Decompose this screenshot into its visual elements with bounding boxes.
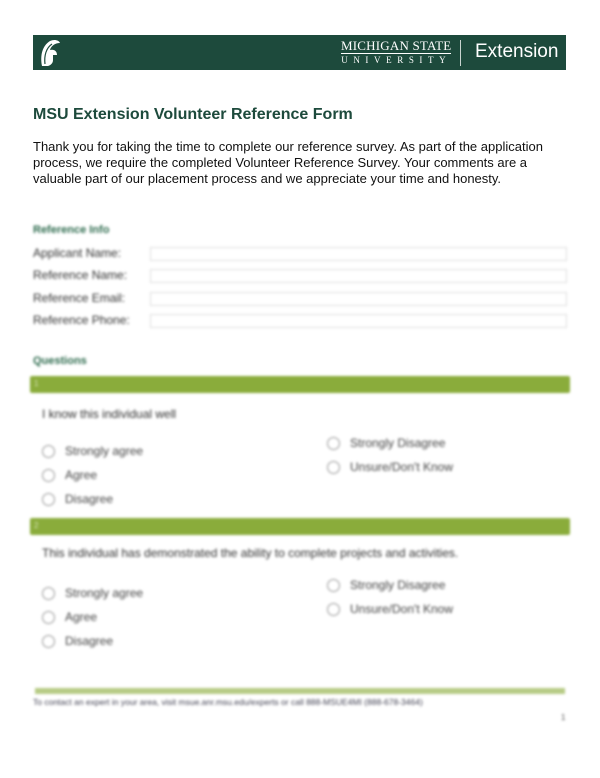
radio-button[interactable] <box>327 603 340 616</box>
reference-phone-input[interactable] <box>150 314 567 328</box>
reference-info-heading: Reference Info <box>33 224 110 236</box>
reference-name-input[interactable] <box>150 269 567 283</box>
q1-option-strongly-disagree[interactable] <box>327 436 445 450</box>
radio-button[interactable] <box>327 461 340 474</box>
spartan-helmet-logo-icon <box>38 38 62 68</box>
reference-email-label: Reference Email: <box>33 291 126 305</box>
wordmark-line2: UNIVERSITY <box>341 55 452 65</box>
page-title: MSU Extension Volunteer Reference Form <box>33 106 353 123</box>
header-divider <box>460 40 461 66</box>
reference-name-label: Reference Name: <box>33 268 128 282</box>
intro-paragraph: Thank you for taking the time to complete our reference survey. As part of the application process, we require the completed Volunteer Reference Survey. Your comments are a valuable part of our placement process and we appreciate your time and honesty. <box>33 139 543 186</box>
header-banner <box>33 35 566 70</box>
q1-option-disagree[interactable] <box>42 492 113 506</box>
q2-option-unsure[interactable] <box>327 602 453 616</box>
option-label: Agree <box>65 468 98 482</box>
q1-option-unsure[interactable] <box>327 460 453 474</box>
option-label: Strongly agree <box>65 444 144 458</box>
radio-button[interactable] <box>327 437 340 450</box>
question-1-text: I know this individual well <box>42 407 177 421</box>
applicant-name-input[interactable] <box>150 247 567 261</box>
q1-option-strongly-agree[interactable] <box>42 444 143 458</box>
q2-option-strongly-disagree[interactable] <box>327 578 445 592</box>
option-label: Disagree <box>65 492 114 506</box>
option-label: Strongly agree <box>65 586 144 600</box>
q2-option-agree[interactable] <box>42 610 97 624</box>
question-number: 2 <box>34 521 39 530</box>
q2-option-strongly-agree[interactable] <box>42 586 143 600</box>
option-label: Agree <box>65 610 98 624</box>
questions-heading: Questions <box>33 355 87 367</box>
radio-button[interactable] <box>42 587 55 600</box>
q2-option-disagree[interactable] <box>42 634 113 648</box>
radio-button[interactable] <box>42 469 55 482</box>
radio-button[interactable] <box>42 635 55 648</box>
option-label: Strongly Disagree <box>350 578 446 592</box>
radio-button[interactable] <box>42 611 55 624</box>
msu-wordmark <box>341 39 451 66</box>
question-2-text: This individual has demonstrated the ability to complete projects and activities. <box>42 546 459 560</box>
unit-name: Extension <box>475 41 559 62</box>
option-label: Unsure/Don't Know <box>350 460 454 474</box>
q1-option-agree[interactable] <box>42 468 97 482</box>
question-number: 1 <box>34 379 39 388</box>
reference-phone-label: Reference Phone: <box>33 313 130 327</box>
option-label: Disagree <box>65 634 114 648</box>
wordmark-line1: MICHIGAN STATE <box>341 38 452 53</box>
applicant-name-label: Applicant Name: <box>33 246 122 260</box>
question-2-bar <box>30 518 570 535</box>
page-number: 1 <box>561 713 566 722</box>
question-1-bar <box>30 376 570 393</box>
option-label: Strongly Disagree <box>350 436 446 450</box>
radio-button[interactable] <box>42 493 55 506</box>
footer-divider <box>35 688 565 694</box>
radio-button[interactable] <box>327 579 340 592</box>
footer-contact-text: To contact an expert in your area, visit msue.anr.msu.edu/experts or call 888-MSUE4MI (888-678-3464) <box>33 697 423 707</box>
radio-button[interactable] <box>42 445 55 458</box>
reference-email-input[interactable] <box>150 292 567 306</box>
option-label: Unsure/Don't Know <box>350 602 454 616</box>
